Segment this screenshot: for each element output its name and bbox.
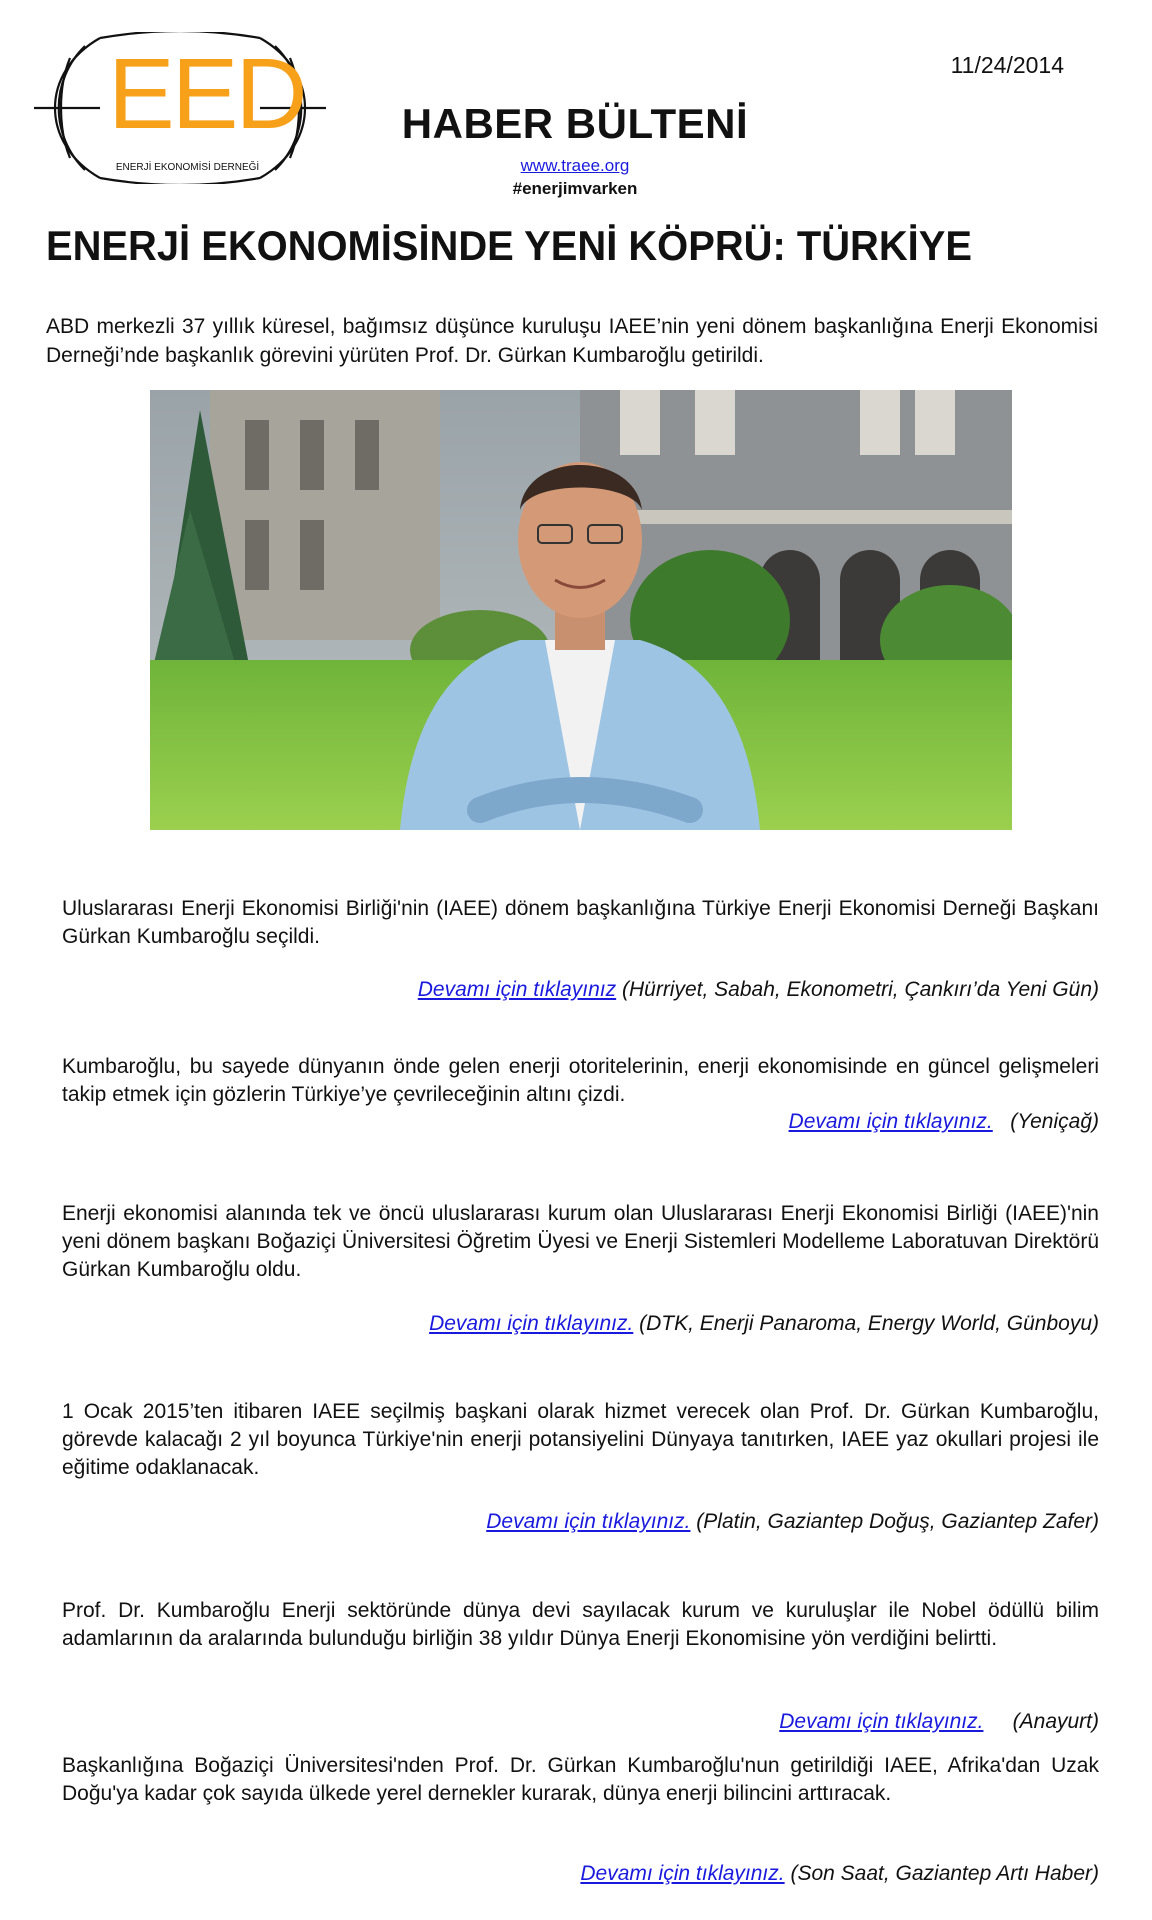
logo-subtext: ENERJİ EKONOMİSİ DERNEĞİ — [115, 162, 260, 173]
article-4-sources: (Platin, Gaziantep Doğuş, Gaziantep Zafer) — [696, 1510, 1099, 1533]
website-link[interactable]: www.traee.org — [520, 156, 630, 175]
intro-paragraph: ABD merkezli 37 yıllık küresel, bağımsız düşünce kuruluşu IAEE’nin yeni dönem başkanlığına Enerji Ekonomisi Derneği’nde başkanlık görevini yürüten Prof. Dr. Gürkan Kumbaroğlu getirildi. — [46, 315, 1098, 367]
article-1-sources: (Hürriyet, Sabah, Ekonometri, Çankırı’da Yeni Gün) — [621, 978, 1099, 1001]
article-5-read-more-link[interactable]: Devamı için tıklayınız. — [779, 1710, 984, 1733]
article-6-read-more-link[interactable]: Devamı için tıklayınız. — [580, 1862, 785, 1885]
article-4-read-more-link[interactable]: Devamı için tıklayınız. — [486, 1510, 691, 1533]
bulletin-title: HABER BÜLTENİ — [401, 100, 749, 147]
article-5-sources: (Anayurt) — [1012, 1710, 1099, 1733]
article-4-source-line — [486, 1510, 1099, 1534]
article-5-text: Prof. Dr. Kumbaroğlu Enerji sektöründe dünya devi sayılacak kurum ve kuruluşlar ile Nobel ödüllü bilim adamlarının da aralarında bulunduğu birliğin 38 yıldır Dünya Enerji Ekonomisine yön verdiğini belirtti. — [62, 1599, 1099, 1650]
headline: ENERJİ EKONOMİSİNDE YENİ KÖPRÜ: TÜRKİYE — [46, 222, 972, 269]
article-3-text: Enerji ekonomisi alanında tek ve öncü uluslararası kurum olan Uluslararası Enerji Ekonomisi Birliği (IAEE)'nin yeni dönem başkanı Boğaziçi Üniversitesi Öğretim Üyesi ve Enerji Sistemleri Modelleme Laboratuvan Direktörü Gürkan Kumbaroğlu oldu. — [62, 1202, 1099, 1281]
logo-wordmark: EED — [108, 38, 305, 150]
eed-logo — [30, 32, 330, 184]
article-3-read-more-link[interactable]: Devamı için tıklayınız. — [429, 1312, 634, 1335]
portrait-photo — [150, 390, 1012, 830]
article-5-source-line — [779, 1710, 1099, 1734]
article-2-read-more-link[interactable]: Devamı için tıklayınız. — [788, 1110, 993, 1133]
article-4-text: 1 Ocak 2015’ten itibaren IAEE seçilmiş başkani olarak hizmet verecek olan Prof. Dr. Gürkan Kumbaroğlu, görevde kalacağı 2 yıl boyunca Türkiye'nin enerji potansiyelini Dünyaya tanıtırken, IAEE yaz okullari projesi ile eğitime odaklanacak. — [62, 1400, 1099, 1479]
hashtag: #enerjimvarken — [512, 179, 638, 198]
article-6-source-line — [580, 1862, 1099, 1886]
article-1-text: Uluslararası Enerji Ekonomisi Birliği'nin (IAEE) dönem başkanlığına Türkiye Enerji Ekonomisi Derneği Başkanı Gürkan Kumbaroğlu seçildi. — [62, 897, 1099, 948]
article-2-text: Kumbaroğlu, bu sayede dünyanın önde gelen enerji otoritelerinin, enerji ekonomisinde en güncel gelişmeleri takip etmek için gözlerin Türkiye’ye çevrileceğinin altını çizdi. — [62, 1055, 1099, 1106]
article-3-sources: (DTK, Enerji Panaroma, Energy World, Günboyu) — [639, 1312, 1099, 1335]
article-1-source-line — [418, 978, 1099, 1002]
article-6-sources: (Son Saat, Gaziantep Artı Haber) — [790, 1862, 1099, 1885]
article-3-source-line — [429, 1312, 1099, 1336]
article-2-sources: (Yeniçağ) — [1010, 1110, 1099, 1133]
bulletin-date: 11/24/2014 — [950, 52, 1064, 78]
article-1-read-more-link[interactable]: Devamı için tıklayınız — [417, 978, 617, 1001]
article-6-text: Başkanlığına Boğaziçi Üniversitesi'nden Prof. Dr. Gürkan Kumbaroğlu'nun getirildiği IAEE, Afrika'dan Uzak Doğu'ya kadar çok sayıda ülkede yerel dernekler kurarak, dünya enerji bilincini arttıracak. — [62, 1754, 1099, 1805]
article-2-source-line — [789, 1110, 1099, 1134]
